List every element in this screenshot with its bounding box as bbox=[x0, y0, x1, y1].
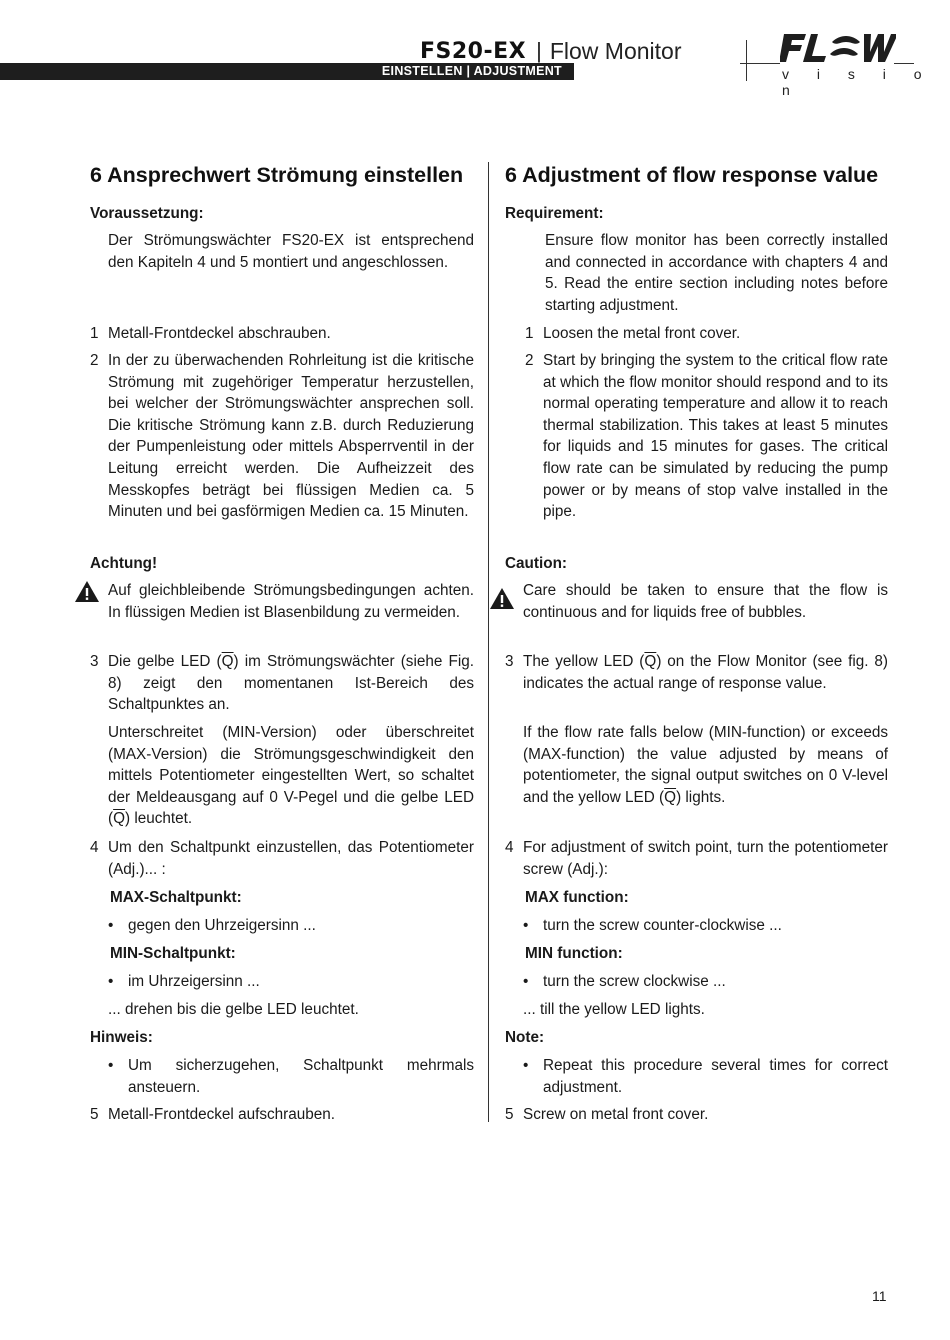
caution-label-en: Caution: bbox=[505, 555, 568, 572]
note-bullet-de: • Um sicherzugehen, Schaltpunkt mehrmals ansteuern. bbox=[108, 1057, 474, 1096]
page-number: 11 bbox=[872, 1288, 887, 1304]
paragraph-switch-en: If the flow rate falls below (MIN-function) or exceeds (MAX-function) the value adjusted by means of potentiometer, the signal output switches on 0 V-level and the yellow LED $(\overline{Q})$ lights. bbox=[523, 724, 888, 806]
header-divider bbox=[746, 40, 747, 81]
max-bullet-en: • turn the screw counter-clockwise ... bbox=[523, 917, 782, 934]
min-bullet-de: • im Uhrzeigersinn ... bbox=[108, 973, 260, 990]
step-3-de: 3 Die gelbe LED $(\overline{Q})$ im Strömungswächter (siehe Fig. 8) zeigt den momentanen Ist-Bereich des Schaltpunktes an. bbox=[90, 653, 475, 714]
product-model: FS20-EX bbox=[420, 38, 527, 64]
note-label-en: Note: bbox=[505, 1029, 545, 1046]
note-label-de: Hinweis: bbox=[90, 1029, 153, 1046]
step-2-en: 2 Start by bringing the system to the critical flow rate at which the flow monitor should respond and to its normal operating temperature and allow it to reach thermal stabilization. This takes at least 5 minutes for liquids and 15 minutes for gases. The critical flow rate can be simulated by reducing the pump power or by means of stop valve installed in the pipe. bbox=[525, 352, 888, 521]
prereq-label-de: Voraussetzung: bbox=[90, 205, 204, 222]
led-q-symbol: $\overline{Q}$ bbox=[221, 653, 234, 670]
step-3-en: 3 The yellow LED $(\overline{Q})$ on the Flow Monitor (see fig. 8) indicates the actual range of response value. bbox=[505, 653, 888, 692]
caution-text-en: Care should be taken to ensure that the flow is continuous and for liquids free of bubbles. bbox=[523, 582, 888, 621]
till-text-en: ... till the yellow LED lights. bbox=[523, 1001, 705, 1018]
paragraph-switch-de: Unterschreitet (MIN-Version) oder überschreitet (MAX-Version) die Strömungsgeschwindigkeit den mittels Potentiometer eingestellten Wert, so schaltet der Meldeausgang auf 0 V-Pegel und die gelbe LED $(\overline{Q})$ leuchtet. bbox=[108, 724, 474, 828]
step-4-de: 4 Um den Schaltpunkt einzustellen, das Potentiometer (Adj.)... : bbox=[90, 839, 474, 878]
step-1-de: 1 Metall-Frontdeckel abschrauben. bbox=[90, 325, 331, 342]
header-rule-right bbox=[894, 63, 914, 64]
product-name: Flow Monitor bbox=[549, 37, 682, 64]
led-q-symbol: $\overline{Q}$ bbox=[644, 653, 657, 670]
section-title-de: 6 Ansprechwert Strömung einstellen bbox=[90, 163, 464, 187]
caution-text-de: Auf gleichbleibende Strömungsbedingungen achten. In flüssigen Medien ist Blasenbildung zu vermeiden. bbox=[108, 582, 474, 621]
max-label-en: MAX function: bbox=[525, 889, 629, 906]
min-label-en: MIN function: bbox=[525, 945, 623, 962]
step-5-de: 5 Metall-Frontdeckel aufschrauben. bbox=[90, 1106, 336, 1123]
step-5-en: 5 Screw on metal front cover. bbox=[505, 1106, 709, 1123]
prereq-text-en: Ensure flow monitor has been correctly installed and connected in accordance with chapters 4 and 5. Read the entire section including notes before starting adjustment. bbox=[545, 232, 888, 314]
led-q-symbol: $\overline{Q}$ bbox=[113, 810, 126, 828]
max-bullet-de: • gegen den Uhrzeigersinn ... bbox=[108, 917, 316, 934]
prereq-label-en: Requirement: bbox=[505, 205, 604, 222]
header-title bbox=[420, 36, 681, 66]
column-divider bbox=[488, 162, 489, 1122]
prereq-text-de: Der Strömungswächter FS20-EX ist entsprechend den Kapiteln 4 und 5 montiert und angeschlossen. bbox=[108, 232, 474, 271]
min-bullet-en: • turn the screw clockwise ... bbox=[523, 973, 726, 990]
led-q-symbol: $\overline{Q}$ bbox=[664, 788, 677, 806]
max-label-de: MAX-Schaltpunkt: bbox=[110, 889, 242, 906]
note-bullet-en: • Repeat this procedure several times for correct adjustment. bbox=[523, 1057, 888, 1096]
header-separator: | bbox=[536, 38, 542, 63]
min-label-de: MIN-Schaltpunkt: bbox=[110, 945, 236, 962]
section-title-en: 6 Adjustment of flow response value bbox=[505, 163, 879, 187]
flowvision-logo bbox=[780, 32, 896, 64]
caution-label-de: Achtung! bbox=[90, 555, 158, 572]
section-bar: EINSTELLEN | ADJUSTMENT bbox=[0, 63, 574, 80]
logo-subtitle: v i s i o n bbox=[782, 66, 934, 98]
step-1-en: 1 Loosen the metal front cover. bbox=[525, 325, 741, 342]
step-2-de: 2 In der zu überwachenden Rohrleitung ist die kritische Strömung mit zugehöriger Temperatur herzustellen, bei welcher der Strömungswächter ansprechen soll. Die kritische Strömung kann z.B. durch Reduzierung der Pumpenleistung oder mittels Absperrventil in der Leitung erreicht werden. Die Aufheizzeit des Messkopfes beträgt bei flüssigen Medien ca. 5 Minuten und bei gasförmigen Medien ca. 15 Minuten. bbox=[90, 352, 474, 521]
till-text-de: ... drehen bis die gelbe LED leuchtet. bbox=[108, 1001, 359, 1018]
header-rule-left bbox=[740, 63, 780, 64]
step-4-en: 4 For adjustment of switch point, turn the potentiometer screw (Adj.): bbox=[505, 839, 888, 878]
